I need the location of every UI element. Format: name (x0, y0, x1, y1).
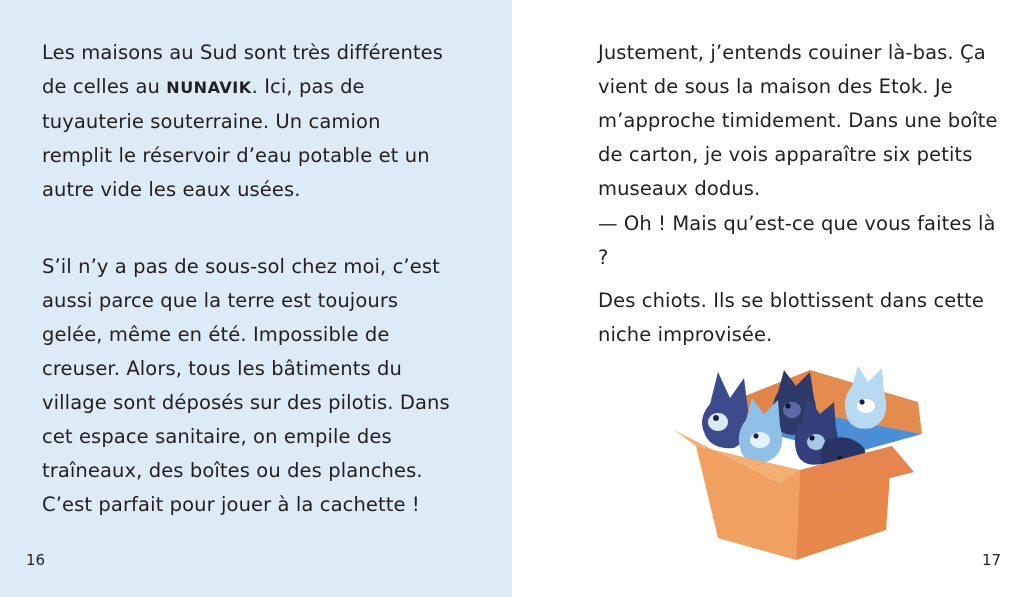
left-paragraph-1-text-end: . Ici, pas de tuyauterie souterraine. Un camion remplit le réservoir d’eau potable et un autre vide les eaux usées. (42, 75, 430, 201)
puppy-3 (845, 366, 886, 429)
right-paragraph-3: Des chiots. Ils se blottissent dans cette niche improvisée. (598, 289, 984, 346)
left-paragraph-1 (42, 36, 452, 207)
right-page (512, 0, 1024, 597)
puppies-in-box-illustration (660, 362, 950, 562)
nunavik-word: NUNAVIK (166, 78, 252, 97)
page-number-right: 17 (982, 551, 1002, 569)
page-number-left: 16 (26, 551, 46, 569)
right-paragraph-1: Justement, j’entends couiner là-bas. Ça vient de sous la maison des Etok. Je m’approche timidement. Dans une boîte de carton, je vois apparaître six petits museaux dodus. (598, 41, 998, 200)
right-paragraph-2: — Oh ! Mais qu’est-ce que vous faites là ? (598, 212, 996, 269)
left-paragraph-2: S’il n’y a pas de sous-sol chez moi, c’est aussi parce que la terre est toujours gelée, même en été. Impossible de creuser. Alors, tous les bâtiments du village sont déposés sur des pilotis. Dans cet espace sanitaire, on empile des traîneaux, des boîtes ou des planches. C’est parfait pour jouer à la cachette ! (42, 255, 450, 516)
left-paragraph-1-text: Les maisons au Sud sont très différentes de celles au (42, 41, 444, 98)
